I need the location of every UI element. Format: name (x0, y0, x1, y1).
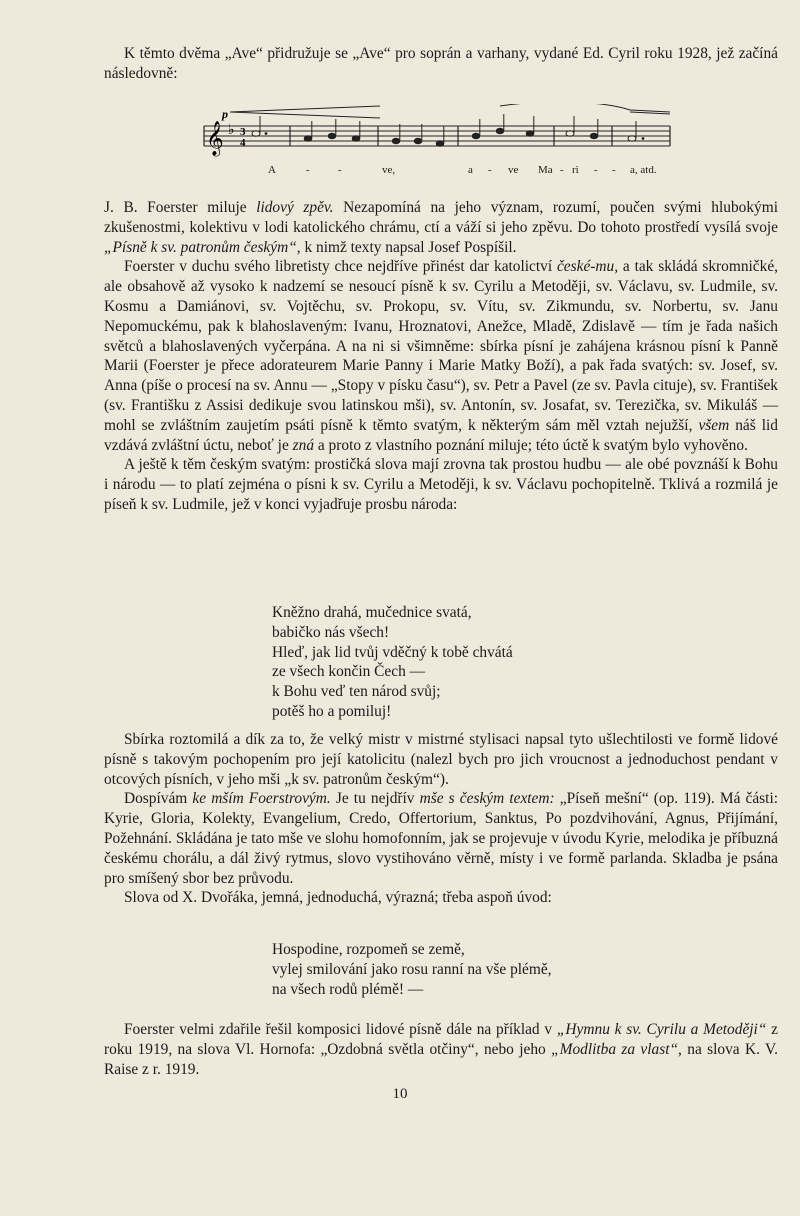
body-section-2 (104, 730, 778, 908)
lyric-syllable: - (612, 164, 616, 176)
page-number: 10 (392, 1086, 408, 1102)
crescendo-hairpin (230, 106, 380, 118)
lyric-syllable: - (338, 164, 342, 176)
verse-line: ze všech končin Čech — (272, 663, 425, 681)
lyric-syllable: ve, (382, 164, 396, 176)
verse-line: potěš ho a pomiluj! (272, 702, 392, 720)
paragraph-masses: Dospívám ke mším Foerstrovým. Je tu nejdřív mše s českým textem: „Píseň mešní“ (op. 119). Má části: Kyrie, Gloria, Kolekty, Evangelium, Credo, Offertorium, Sanktus, Po pozdvihování, Agnus, Přijímání, Požehnání. Skládána je tato mše ve slohu homofonním, jak se projevuje v úvodu Kyrie, melodika je příbuzná českému chorálu, a dál živý rytmus, slovo vystihováno věrně, místy i ve formě parlanda. Skladba je psána pro smíšený sbor bez průvodu. (104, 790, 779, 887)
lyric-syllable: A (268, 164, 276, 176)
lyric-syllable: a (468, 164, 473, 176)
verse-hospodine (272, 940, 552, 999)
paragraph-czech-saints: Foerster v duchu svého libretisty chce nejdříve přinést dar katolictví české-mu, a tak skládá skromničké, ale obsahově až vysoko k nadzemí se nesoucí písně k sv. Cyrilu a Metoději, sv. Václavu, sv. Ludmile, sv. Kosmu a Damiánovi, sv. Vojtěchu, sv. Prokopu, sv. Vítu, sv. Zikmundu, sv. Norbertu, sv. Janu Nepomuckému, pak k blahoslaveným: Ivanu, Hroznatovi, Anežce, Mladě, Zdislavě — tím je řada našich světců a blahoslavených vyčerpána. A na ni si všimněme: sbírka písní je zahájena krásnou písní k Panně Marii (Foerster je přece adorateurem Marie Panny i Marie Matky Boží), a pak řada svatých: sv. Josef, sv. Anna (píše o procesí na sv. Annu — „Stopy v písku času“), sv. Petr a Pavel (ze sv. Pavla cituje), sv. František (sv. Františku z Assisi dedikuje svou latinskou mši), sv. Antonín, sv. Josafat, sv. Terezička, sv. Mikuláš — mohl se zvláštním zaujetím psáti písně k těmto svatým, k některým sám měl vztah nejužší, všem náš lid vzdává zvláštní úctu, neboť je zná a proto z vlastního poznání miluje; této úctě k svatým bylo vyhověno. (104, 258, 779, 454)
intro-paragraph (104, 44, 778, 84)
lyric-syllable: ve (508, 164, 519, 176)
time-signature-bottom: 4 (240, 137, 246, 149)
verse-line: Kněžno drahá, mučednice svatá, (272, 604, 472, 621)
paragraph-hymns: Foerster velmi zdařile řešil komposici lidové písně dále na příklad v „Hymnu k sv. Cyrilu a Metoději“ z roku 1919, na slova Vl. Hornofa: „Ozdobná světla otčiny“, nebo jeho „Modlitba za vlast“, na slova K. V. Raise z r. 1919. (104, 1021, 778, 1078)
paragraph-dvorak-words: Slova od X. Dvořáka, jemná, jednoduchá, výrazná; třeba aspoň úvod: (124, 889, 552, 907)
music-lyrics (0, 164, 800, 180)
lyric-syllable: Ma (538, 164, 553, 176)
lyric-syllable: ri (572, 164, 579, 176)
treble-clef-icon: 𝄞 (206, 121, 224, 156)
lyric-syllable: - (594, 164, 598, 176)
verse-line: Hospodine, rozpomeň se země, (272, 941, 465, 958)
paragraph-foerster-folk-song: J. B. Foerster miluje lidový zpěv. Nezapomíná na jeho význam, rozumí, poučen svými hlubokými zkušenostmi, kolektivu v lodi katolického chrámu, ctí a váží si jeho zpěvu. Do tohoto prostředí vysílá svoje „Písně k sv. patronům českým“, k nimž texty napsal Josef Pospíšil. (104, 199, 778, 256)
verse-line: k Bohu veď ten národ svůj; (272, 683, 441, 701)
verse-line: vylej smilování jako rosu ranní na vše plémě, (272, 960, 552, 978)
paragraph-collection: Sbírka roztomilá a dík za to, že velký mistr v mistrné stylisaci napsal tyto ušlechtilosti ve formě lidové písně s takovým pochopením pro její katolicitu (nalezl bych pro jich vroucnost a jednoduchost pendant v otcových písních, v jeho mši „k sv. patronům českým“). (104, 731, 778, 788)
time-signature-top: 3 (240, 126, 246, 138)
paragraph-simple-words: A ještě k těm českým svatým: prostičká slova mají zrovna tak prostou hudbu — ale obé povznáší k Bohu i národu — to platí zejména o písni k sv. Cyrilu a Metoději, k sv. Václavu pochopitelně. Tklivá a rozmilá je píseň k sv. Ludmile, jež v konci vyjadřuje prosbu národa: (104, 456, 778, 513)
body-section-1 (104, 198, 778, 515)
slur-and-decrescendo (500, 104, 670, 114)
body-section-3 (104, 1020, 778, 1079)
verse-line: Hleď, jak lid tvůj vděčný k tobě chvátá (272, 643, 513, 661)
verse-ludmila (272, 603, 513, 722)
flat-icon: ♭ (228, 122, 235, 138)
verse-line: babičko nás všech! (272, 623, 390, 641)
dynamic-mark: p (222, 107, 228, 121)
lyric-syllable: - (488, 164, 492, 176)
verse-line: na všech rodů plémě! — (272, 980, 424, 998)
lyric-syllable: - (560, 164, 564, 176)
lyric-syllable: - (306, 164, 310, 176)
intro-text: K těmto dvěma „Ave“ přidružuje se „Ave“ pro soprán a varhany, vydané Ed. Cyril roku 1928, jež začíná následovně: (104, 45, 778, 82)
lyric-syllable: a, atd. (630, 164, 657, 176)
